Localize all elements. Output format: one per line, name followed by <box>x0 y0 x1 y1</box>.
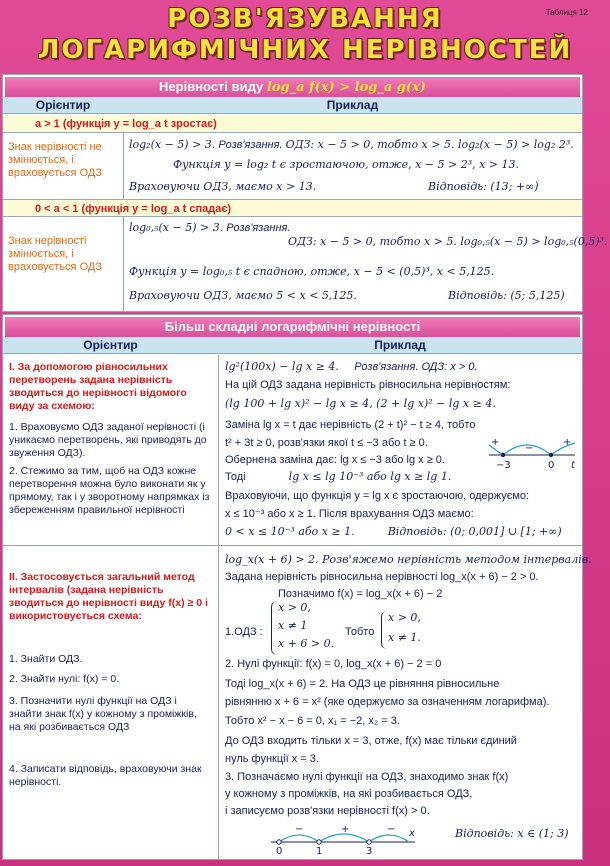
case-2-line-3: Функція y = log₀,₅ t є спадною, отже, x − 5 < (0,5)³, x < 5,125. <box>129 265 495 278</box>
s1-column-divider-2 <box>123 217 124 311</box>
ex2-line-8: До ОДЗ входить тільки x = 3, отже, f(x) має тільки єдиний <box>225 735 517 747</box>
ex1-tick-zero: 0 <box>548 460 555 471</box>
case-1-solution-label: Розв'язання. <box>218 139 283 151</box>
case-2-answer: Відповідь: (5; 5,125) <box>448 289 565 302</box>
method-2-point-4: 4. Записати відповідь, враховуючи знак нерівності. <box>9 763 202 788</box>
section-1-title: Нерівності виду <box>159 79 264 94</box>
ex2-answer: Відповідь: x ∈ (1; 3) <box>455 827 569 840</box>
ex1-line-5: t² + 3t ≥ 0, розв'язки якої t ≤ −3 або t ≥ 0. <box>225 437 428 449</box>
case-2-line-1 <box>129 221 290 235</box>
ex2-axis-label: x <box>409 828 415 839</box>
method-2-heading: ІІ. Застосовується загальний метод інтервалів (задана нерівність зводиться до нерівності виду f(x) ≥ 0 і використовується схема: <box>9 571 208 622</box>
method-2-point-1: 1. Знайти ОДЗ. <box>9 653 83 665</box>
ex1-line-6: Обернена заміна дає: lg x ≤ −3 або lg x ≥ 0. <box>225 454 445 466</box>
ex2-line-6: рівнянню x + 6 = x² (яке одержуємо за означенням логарифма). <box>225 696 550 708</box>
table-number: Таблиця 12 <box>545 8 588 17</box>
ex2-point-3 <box>367 840 371 844</box>
ex1-solution-odz: Розв'язання. ОДЗ: x > 0. <box>354 361 478 373</box>
ex1-line-9: x ≤ 10⁻³ або x ≥ 1. Після врахування ОДЗ маємо: <box>225 508 474 520</box>
ex1-then: Тоді <box>225 471 246 483</box>
case-1-orientation: Знак нерівності не змінюється, і враховується ОДЗ <box>8 141 102 179</box>
case-1-line-2: Функція y = log₂ t є зростаючою, отже, x − 5 > 2³, x > 13. <box>173 158 520 171</box>
ex1-answer: Відповідь: (0; 0,001] ∪ [1; +∞) <box>387 525 562 538</box>
ex2-sys2-line-2: x ≠ 1. <box>388 631 421 644</box>
ex2-line-12: і записуємо розв'язки нерівності f(x) > 0. <box>225 805 430 817</box>
ex2-sign-curve-1 <box>279 835 319 842</box>
ex1-line-3: (lg 100 + lg x)² − lg x ≥ 4, (2 + lg x)² − lg x ≥ 4. <box>225 397 496 410</box>
page-title <box>0 4 610 66</box>
ex1-point-minus3 <box>501 453 505 457</box>
ex2-line-2: Задана нерівність рівносильна нерівності log_x(x + 6) − 2 > 0. <box>225 571 539 583</box>
ex2-sys1-line-1: x > 0, <box>278 601 311 614</box>
ex1-inequality: lg²(100x) − lg x ≥ 4. <box>225 360 339 373</box>
ex1-log-compare: lg x ≤ lg 10⁻³ або lg x ≥ lg 1. <box>288 470 452 483</box>
ex2-sign-b: + <box>341 824 350 835</box>
section-2-title-bar: Більш складні логарифмічні нерівності <box>5 317 580 337</box>
ex2-line-3: Позначимо f(x) = log_x(x + 6) − 2 <box>278 588 443 600</box>
title-line-1: РОЗВ'ЯЗУВАННЯ <box>167 4 443 34</box>
case-1-answer: Відповідь: (13; +∞) <box>428 180 539 193</box>
section-2-panel <box>2 314 592 860</box>
ex2-sys2-line-1: x > 0, <box>388 611 421 624</box>
section-1-formula: log_a f(x) > log_a g(x) <box>266 80 426 95</box>
ex2-line-5: Тоді log_x(x + 6) = 2. На ОДЗ це рівняння рівносильне <box>225 678 500 690</box>
ex1-line-1 <box>225 360 477 374</box>
ex1-sign-plus-2: + <box>563 437 572 448</box>
ex1-line-10 <box>225 525 562 539</box>
ex2-system-1 <box>271 601 334 655</box>
case-1-condition: a > 1 (функція y = log_a t зростає) <box>3 115 582 133</box>
ex2-tick-0: 0 <box>276 846 283 856</box>
title-line-2: ЛОГАРИФМІЧНИХ НЕРІВНОСТЕЙ <box>37 35 573 65</box>
ex2-line-7: Тобто x² − x − 6 = 0, x₁ = −2, x₂ = 3. <box>225 715 400 727</box>
s1-col-left-header: Орієнтир <box>3 97 123 114</box>
ex2-tick-1: 1 <box>316 846 323 856</box>
ex1-tick-minus3: −3 <box>496 460 511 471</box>
ex2-sign-c: − <box>387 824 396 835</box>
s2-row-divider <box>3 545 582 546</box>
case-2-condition: 0 < a < 1 (функція y = log_a t спадає) <box>3 199 582 217</box>
ex1-line-4: Заміна lg x = t дає нерівність (2 + t)² − t ≥ 4, тобто <box>225 419 476 431</box>
ex1-point-zero <box>549 453 553 457</box>
ex2-sign-a: − <box>295 824 304 835</box>
method-2-point-2: 2. Знайти нулі: f(x) = 0. <box>9 673 120 685</box>
ex2-sign-curve-3 <box>369 835 409 842</box>
section-1-title-bar <box>5 77 580 97</box>
case-2-solution-label: Розв'язання. <box>226 222 291 234</box>
ex2-tick-3: 3 <box>366 846 373 856</box>
ex2-then: Тобто <box>345 626 375 638</box>
ex1-line-8: Враховуючи, що функція y = lg x є зростаючою, одержуємо: <box>225 490 530 502</box>
ex2-system-2 <box>381 611 421 649</box>
ex2-line-11: у кожному з проміжків, на які розбивається ОДЗ, <box>225 788 473 800</box>
case-2-line-4: Враховуючи ОДЗ, маємо 5 < x < 5,125. <box>129 289 357 302</box>
ex2-number-line <box>269 820 419 856</box>
ex2-line-9: нуль функції x = 3. <box>225 753 319 765</box>
s1-column-divider <box>123 133 124 199</box>
case-1-inequality: log₂(x − 5) > 3. <box>129 138 216 151</box>
ex2-line-1: log_x(x + 6) > 2. Розв'яжемо нерівність методом інтервалів. <box>225 553 592 566</box>
ex2-line-4: 2. Нулі функції: f(x) = 0, log_x(x + 6) − 2 = 0 <box>225 658 442 670</box>
case-2-inequality: log₀,₅(x − 5) > 3. <box>129 221 224 234</box>
ex2-line-10: 3. Позначаємо нулі функції на ОДЗ, знаходимо знак f(x) <box>225 771 509 783</box>
ex2-sys1-line-2: x ≠ 1 <box>278 619 308 632</box>
ex2-point-1 <box>317 840 321 844</box>
ex1-line-2: На цій ОДЗ задана нерівність рівносильна нерівностям: <box>225 379 511 391</box>
case-2-orientation: Знак нерівності змінюється, і враховується ОДЗ <box>8 235 102 273</box>
case-1-odz: ОДЗ: x − 5 > 0, тобто x > 5. log₂(x − 5) > log₂ 2³. <box>285 138 574 151</box>
ex2-point-0 <box>277 840 281 844</box>
ex1-solution-set: 0 < x ≤ 10⁻³ або x ≥ 1. <box>225 525 355 538</box>
ex2-odz-label: 1.ОДЗ : <box>225 626 263 638</box>
ex1-number-line <box>487 433 579 471</box>
method-1-point-1: 1. Враховуємо ОДЗ заданої нерівності (і уникаємо перетворень, які приводять до звуження ОДЗ). <box>9 421 207 459</box>
method-1-point-2: 2. Стежимо за тим, щоб на ОДЗ кожне перетворення можна було виконати як у прямому, так і у зворотному напрямках із збереженням правильної нерівності <box>9 465 210 516</box>
method-2-point-3: 3. Позначити нулі функції на ОДЗ і знайти знак f(x) у кожному з проміжків, на які розбивається ОДЗ <box>9 695 197 733</box>
section-1-panel <box>2 74 608 312</box>
ex1-sign-plus-1: + <box>491 437 500 448</box>
ex1-line-7 <box>225 470 451 484</box>
case-1-line-1 <box>129 138 574 152</box>
s2-column-divider <box>218 355 219 859</box>
ex1-sign-minus: − <box>525 443 534 454</box>
ex2-sys1-line-3: x + 6 > 0. <box>278 637 335 650</box>
ex1-axis-label: t <box>571 460 575 471</box>
case-1-line-3: Враховуючи ОДЗ, маємо x > 13. <box>129 180 317 193</box>
s2-col-right-header: Приклад <box>218 337 582 354</box>
case-2-line-2: ОДЗ: x − 5 > 0, тобто x > 5. log₀,₅(x − 5) > log₀,₅(0,5)³. <box>288 235 608 248</box>
s2-col-left-header: Орієнтир <box>3 337 218 354</box>
s1-col-right-header: Приклад <box>123 97 582 114</box>
ex2-sign-curve-2 <box>319 834 369 842</box>
method-1-heading: І. За допомогою рівносильних перетворень задана нерівність зводиться до нерівності відомого виду за схемою: <box>9 361 187 412</box>
